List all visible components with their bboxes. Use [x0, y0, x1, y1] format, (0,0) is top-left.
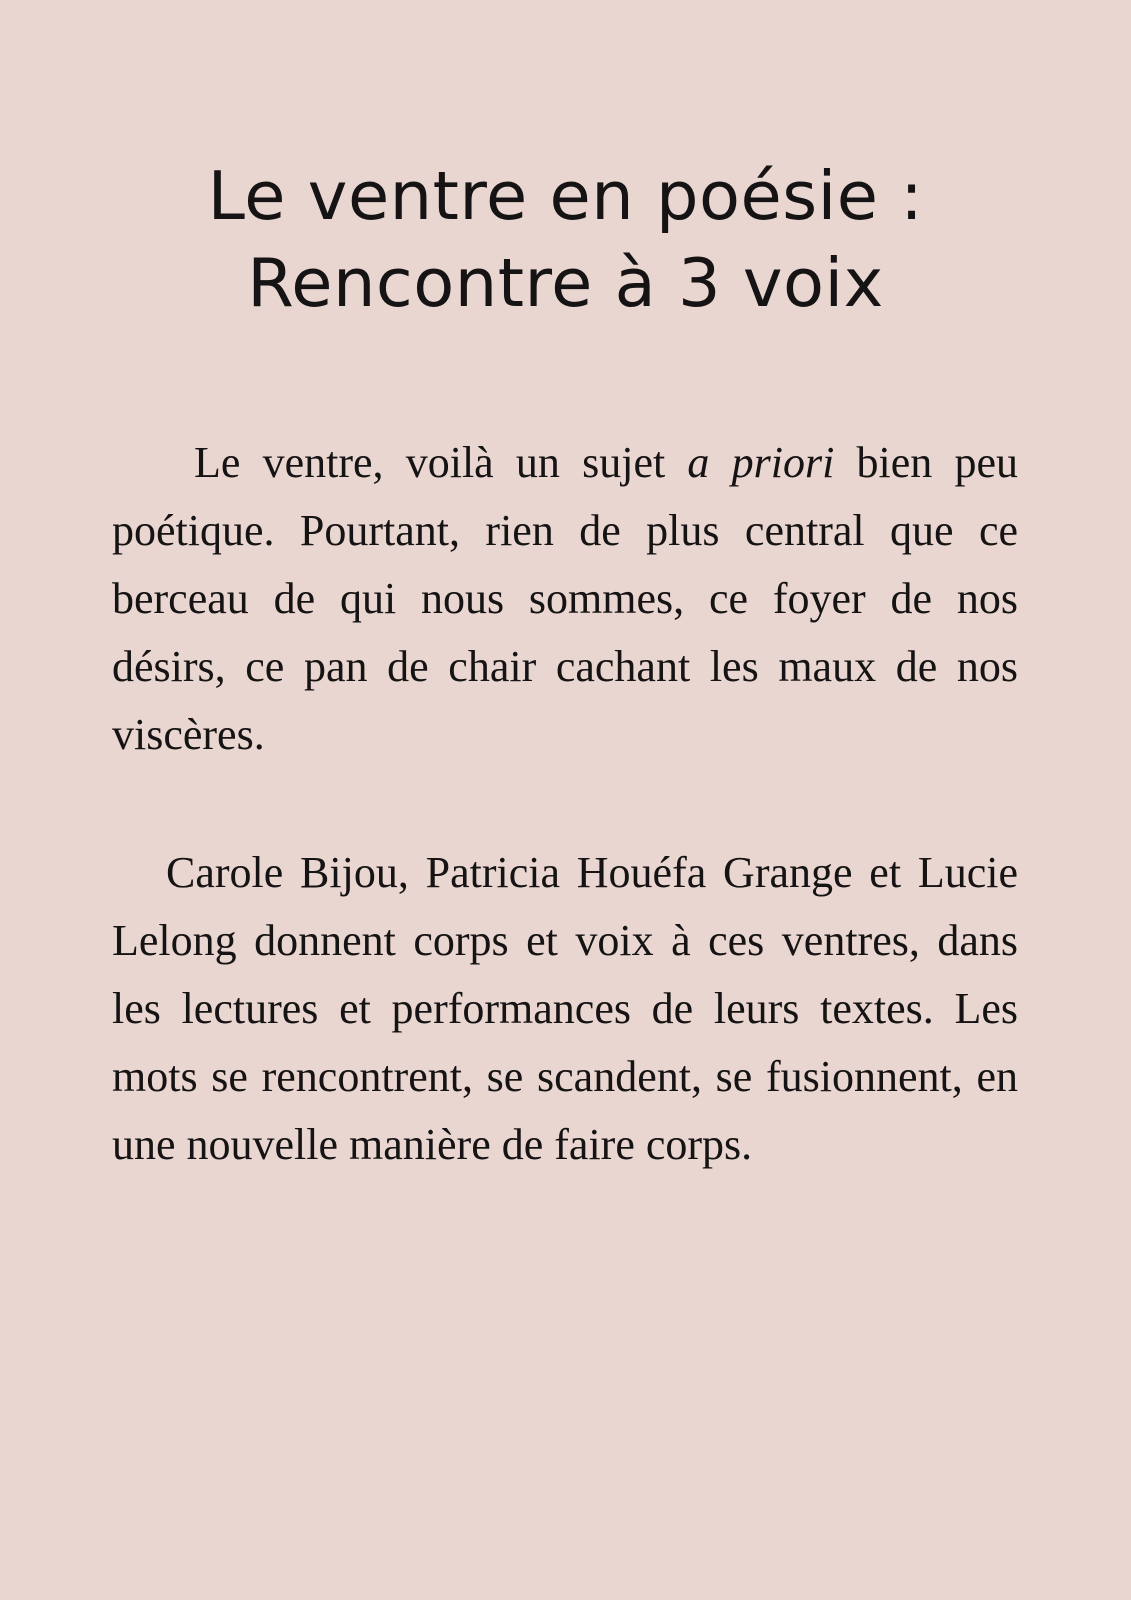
title-line-2: Rencontre à 3 voix [247, 243, 884, 322]
paragraph-intro-text-end: bien peu poétique. Pourtant, rien de plus central que ce berceau de qui nous sommes, ce foyer de nos désirs, ce pan de chair cachant les maux de nos viscères. [112, 438, 1019, 759]
paragraph-intro-text-start: Le ventre, voilà un sujet [194, 438, 688, 487]
title-line-1: Le ventre en poésie : [207, 156, 924, 235]
paragraph-intro [112, 429, 1018, 769]
paragraph-intro-emphasis: a priori [687, 438, 835, 487]
document-title [0, 153, 1131, 327]
paragraph-performers: Carole Bijou, Patricia Houéfa Grange et Lucie Lelong donnent corps et voix à ces ventres, dans les lectures et performances de leurs textes. Les mots se rencontrent, se scandent, se fusionnent, en une nouvelle manière de faire corps. [112, 848, 1018, 1169]
